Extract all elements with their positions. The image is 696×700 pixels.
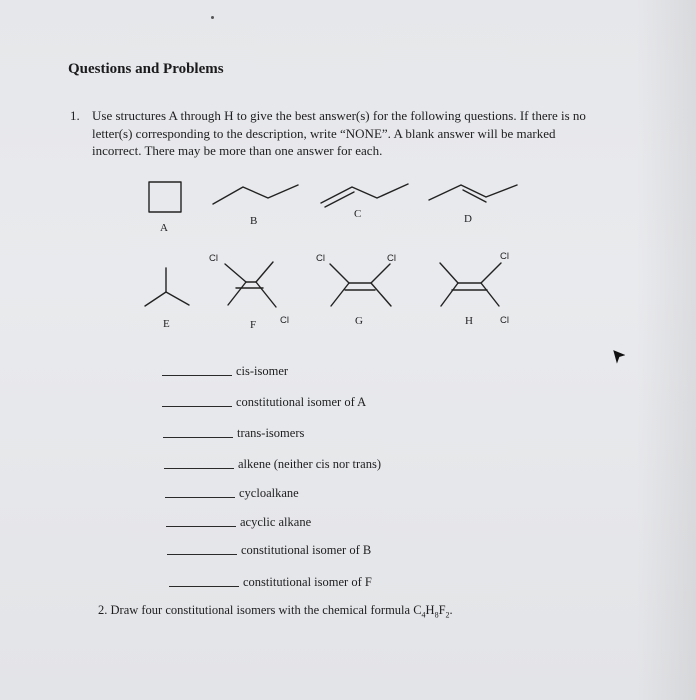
label-d: D [464, 213, 472, 225]
formula-period: . [449, 603, 453, 617]
label-f: F [250, 319, 257, 331]
answer-blank[interactable] [166, 526, 236, 527]
answer-blank[interactable] [165, 497, 235, 498]
f-chlorine-top: Cl [209, 253, 218, 264]
answer-blank[interactable] [167, 554, 237, 555]
structure-e-bond-2 [145, 292, 166, 306]
structure-d-chain [429, 185, 517, 200]
f-chlorine-bottom: Cl [280, 315, 289, 326]
structure-f-bond-3 [228, 282, 246, 305]
structure-g-bond-2 [371, 264, 390, 283]
answer-label: cis-isomer [236, 364, 289, 378]
formula-f-subscript: 2 [445, 610, 450, 620]
question-1-text: Use structures A through H to give the best answer(s) for the following questions. If there is no letter(s) corresponding to the description, write “NONE”. A blank answer will be marked incorrect. There may be more than one answer for each. [92, 108, 586, 158]
formula-c-subscript: 4 [421, 610, 426, 620]
question-2 [98, 603, 453, 620]
formula-h-subscript: 8 [434, 610, 439, 620]
answer-row [162, 364, 288, 379]
structure-b-chain [213, 185, 298, 204]
structure-f-bond-2 [256, 262, 273, 282]
structure-h-bond-1 [440, 263, 458, 283]
section-heading: Questions and Problems [68, 61, 224, 77]
structure-g-bond-1 [330, 264, 349, 283]
answer-label: constitutional isomer of A [236, 395, 367, 409]
structure-g-bond-3 [331, 283, 349, 306]
answer-label: trans-isomers [237, 426, 305, 440]
question-2-number: 2. [98, 603, 108, 617]
label-h: H [465, 315, 473, 327]
structure-h-bond-4 [481, 283, 499, 306]
structure-h-bond-3 [441, 283, 458, 306]
g-chlorine-right: Cl [387, 253, 396, 264]
structure-h-bond-2 [481, 263, 501, 283]
h-chlorine-top: Cl [500, 251, 509, 262]
answer-row [166, 515, 311, 530]
answer-label: acyclic alkane [240, 515, 312, 529]
mouse-pointer-icon [613, 350, 625, 364]
structure-e-bond-3 [166, 292, 189, 305]
structure-c-chain [321, 184, 408, 203]
formula-h: H [425, 603, 435, 617]
answer-row [169, 575, 372, 590]
structure-a-ring [149, 182, 181, 212]
answer-row [164, 457, 381, 472]
structure-f-bond-4 [256, 282, 276, 307]
structure-g-bond-4 [371, 283, 391, 306]
question-1-number: 1. [70, 108, 80, 123]
answer-blank[interactable] [164, 468, 234, 469]
answer-blank[interactable] [169, 586, 239, 587]
structure-f-bond-1 [225, 264, 246, 282]
label-g: G [355, 315, 363, 327]
question-2-text: Draw four constitutional isomers with the chemical formula C [110, 603, 422, 617]
label-b: B [250, 215, 258, 227]
answer-label: constitutional isomer of B [241, 543, 372, 557]
answer-blank[interactable] [162, 375, 232, 376]
answer-row [162, 395, 366, 410]
answer-label: constitutional isomer of F [243, 575, 372, 589]
structure-c-double-bond [325, 192, 354, 207]
h-chlorine-bottom: Cl [500, 315, 509, 326]
answer-row [167, 543, 371, 558]
g-chlorine-left: Cl [316, 253, 325, 264]
answer-label: cycloalkane [239, 486, 299, 500]
answer-row [165, 486, 299, 501]
label-c: C [354, 208, 362, 220]
formula-f: F [438, 603, 446, 617]
label-a: A [160, 222, 168, 234]
answer-blank[interactable] [163, 437, 233, 438]
answer-row [163, 426, 304, 441]
label-e: E [163, 318, 170, 330]
answer-label: alkene (neither cis nor trans) [238, 457, 381, 471]
answer-blank[interactable] [162, 406, 232, 407]
